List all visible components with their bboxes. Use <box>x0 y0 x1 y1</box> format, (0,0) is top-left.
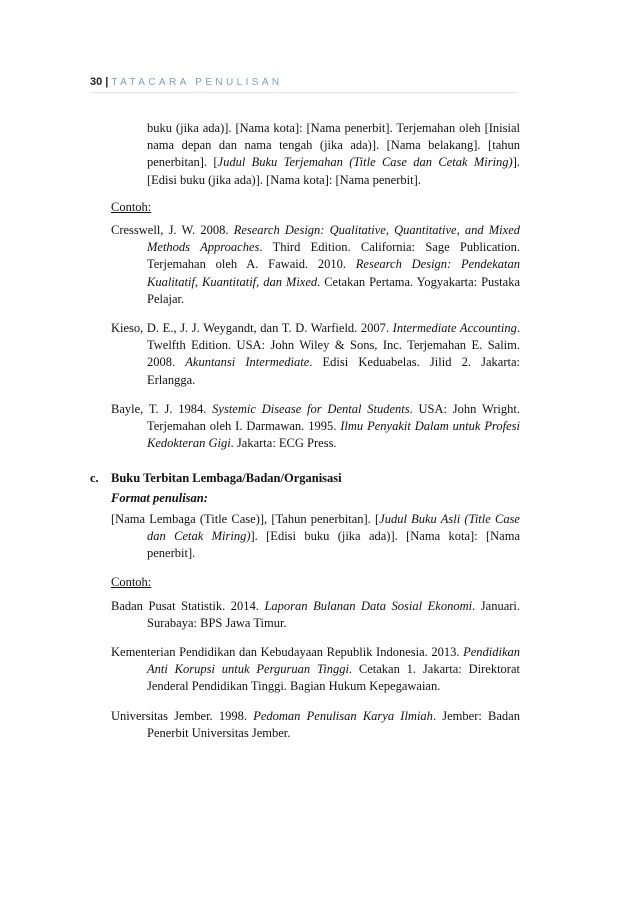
contoh-label: Contoh: <box>111 199 152 214</box>
reference-item <box>111 401 520 453</box>
ref-text: . Cetakan Pertama. Yogyakarta: Pustaka Pelajar. <box>147 274 520 306</box>
contoh-label: Contoh: <box>111 575 152 590</box>
format-italic-text: Judul Buku Terjemahan (Title Case dan Cetak Miring) <box>217 155 513 170</box>
ref-text: Badan Pusat Statistik. 2014. <box>111 598 265 613</box>
ref-title: Intermediate Accounting <box>392 321 517 336</box>
format-italic-text: Judul Buku Asli (Title Case dan Cetak Miring) <box>147 511 520 544</box>
ref-title: Pendidikan Anti Korupsi untuk Perguruan Tinggi <box>147 645 520 677</box>
ref-text: . Jakarta: ECG Press. <box>230 436 337 451</box>
ref-title: Research Design: Pendekatan Kualitatif, Kuantitatif, dan Mixed <box>147 257 520 289</box>
ref-text: . Januari. Surabaya: BPS Jawa Timur. <box>147 598 521 630</box>
reference-item <box>111 708 520 742</box>
section-letter: c. <box>90 471 99 486</box>
format-text: ]. [Edisi buku (jika ada)]. [Nama kota]: [Nama penerbit]. <box>147 529 520 561</box>
reference-item <box>111 598 520 632</box>
ref-text: . Twelfth Edition. USA: John Wiley & Sons, Inc. Terjemahan E. Salim. 2008. <box>147 321 520 370</box>
format-text: [Nama Lembaga (Title Case)], [Tahun penerbitan]. [ <box>111 511 380 526</box>
ref-title: Laporan Bulanan Data Sosial Ekonomi <box>264 598 473 613</box>
ref-title: Ilmu Penyakit Dalam untuk Profesi Kedokteran Gigi <box>147 419 520 451</box>
ref-text: Cresswell, J. W. 2008. <box>111 223 234 238</box>
section-heading <box>90 470 520 487</box>
ref-text: Kementerian Pendidikan dan Kebudayaan Republik Indonesia. 2013. <box>111 645 464 660</box>
format-text: ]. [Edisi buku (jika ada)]. [Nama kota]: [Nama penerbit]. <box>147 155 521 187</box>
ref-title: Systemic Disease for Dental Students <box>212 401 410 416</box>
format-text: buku (jika ada)]. [Nama kota]: [Nama penerbit]. Terjemahan oleh [Inisial nama depan dan nama tengah (jika ada)]. [Nama belakang]. [tahun penerbitan]. [ <box>147 121 520 170</box>
running-title: TATACARA PENULISAN <box>111 77 283 88</box>
ref-text: . Edisi Keduabelas. Jilid 2. Jakarta: Erlangga. <box>147 355 520 387</box>
ref-text: Kieso, D. E., J. J. Weygandt, dan T. D. Warfield. 2007. <box>111 321 393 336</box>
ref-text: . Jember: Badan Penerbit Universitas Jember. <box>147 708 520 740</box>
reference-item <box>111 644 520 696</box>
section-c-block <box>90 490 520 742</box>
format-continuation <box>111 120 520 189</box>
format-block <box>90 120 520 452</box>
ref-title: Research Design: Qualitative, Quantitative, and Mixed Methods Approaches <box>147 223 521 255</box>
ref-text: Universitas Jember. 1998. <box>111 708 254 723</box>
ref-title: Akuntansi Intermediate <box>185 355 310 370</box>
ref-text: . Cetakan 1. Jakarta: Direktorat Jenderal Pendidikan Tinggi. Bagian Hukum Kepegawaian. <box>147 662 520 694</box>
ref-text: . USA: John Wright. Terjemahan oleh I. Darmawan. 1995. <box>147 401 520 434</box>
format-template <box>111 511 520 563</box>
section-title: Buku Terbitan Lembaga/Badan/Organisasi <box>111 471 342 486</box>
header-separator: | <box>105 76 109 88</box>
page-header <box>90 72 518 93</box>
page-number: 30 <box>90 76 103 88</box>
reference-item <box>111 320 520 389</box>
ref-title: Pedoman Penulisan Karya Ilmiah <box>253 708 433 723</box>
ref-text: Bayle, T. J. 1984. <box>111 401 213 416</box>
page-content <box>90 120 520 754</box>
format-label: Format penulisan: <box>111 490 208 505</box>
reference-item <box>111 222 520 308</box>
ref-text: . Third Edition. California: Sage Publication. Terjemahan oleh A. Fawaid. 2010. <box>147 240 520 272</box>
